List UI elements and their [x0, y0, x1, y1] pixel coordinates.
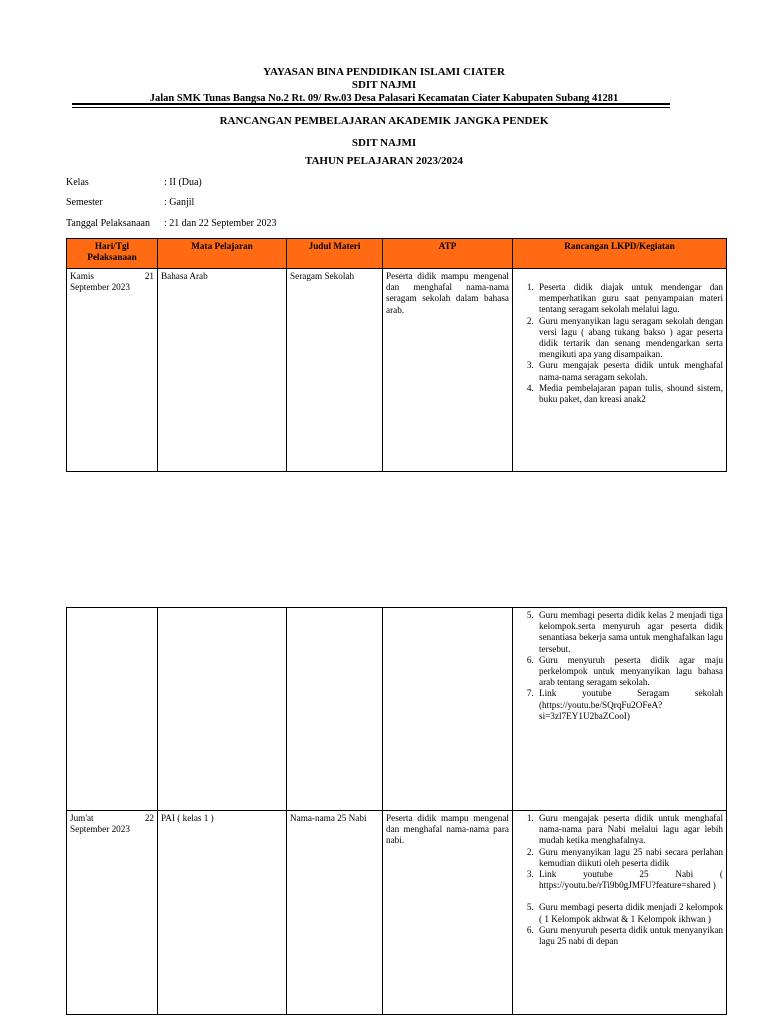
header-lkpd: Rancangan LKPD/Kegiatan	[513, 239, 727, 269]
table-header-row	[67, 239, 727, 269]
cell-atp: Peserta didik mampu mengenal dan menghafal nama-nama seragam sekolah dalam bahasa arab.	[383, 269, 513, 472]
header-hari: Hari/Tgl Pelaksanaan	[67, 239, 158, 269]
cell-subject	[158, 608, 287, 811]
cell-subject: PAI ( kelas 1 )	[158, 811, 287, 1015]
table-row	[67, 811, 727, 1015]
list-item: 5. Guru membagi peserta didik menjadi 2 kelompok ( 1 Kelompok akhwat & 1 Kelompok ikhwan )	[536, 902, 723, 924]
document-school: SDIT NAJMI	[351, 137, 417, 149]
list-item: 6. Guru menyuruh peserta didik untuk menyanyikan lagu 25 nabi di depan	[536, 925, 723, 947]
cell-date	[67, 608, 158, 811]
kelas-value: : II (Dua)	[164, 177, 202, 188]
document-title: RANCANGAN PEMBELAJARAN AKADEMIK JANGKA PENDEK	[219, 115, 549, 127]
tanggal-value: : 21 dan 22 September 2023	[164, 218, 277, 229]
list-item: 2. Guru menyanyikan lagu 25 nabi secara perlahan kemudian diikuti oleh peserta didik	[536, 847, 723, 869]
school-name: SDIT NAJMI	[351, 79, 417, 91]
tanggal-label: Tanggal Pelaksanaan	[66, 218, 150, 229]
cell-subject: Bahasa Arab	[158, 269, 287, 472]
list-item: 1. Peserta didik diajak untuk mendengar dan memperhatikan guru saat penyampaian materi tentang seragam sekolah melalui lagu.	[536, 282, 723, 316]
cell-topic	[287, 608, 383, 811]
letterhead-rule-thin	[72, 107, 670, 108]
header-atp: ATP	[383, 239, 513, 269]
cell-atp: Peserta didik mampu mengenal dan menghafal nama-nama para nabi.	[383, 811, 513, 1015]
day-name: Kamis	[70, 271, 94, 281]
semester-value: : Ganjil	[164, 197, 195, 208]
cell-activities	[513, 608, 727, 811]
cell-activities	[513, 269, 727, 472]
day-number: 21	[144, 271, 154, 281]
list-item: 3. Guru mengajak peserta didik untuk menghafal nama-nama seragam sekolah.	[536, 360, 723, 382]
cell-date	[67, 269, 158, 472]
table-row	[67, 269, 727, 472]
cell-topic: Nama-nama 25 Nabi	[287, 811, 383, 1015]
cell-atp	[383, 608, 513, 811]
list-item: 6. Guru menyuruh peserta didik agar maju perkelompok untuk menyanyikan lagu bahasa arab tentang seragam sekolah.	[536, 655, 723, 689]
semester-label: Semester	[66, 197, 103, 208]
list-spacer	[536, 891, 723, 902]
list-item: 2. Guru menyanyikan lagu seragam sekolah dengan versi lagu ( abang tukang bakso ) agar peserta didik tertarik dan senang mendengarkan serta mengikuti apa yang disampaikan.	[536, 316, 723, 361]
kelas-label: Kelas	[66, 177, 89, 188]
cell-activities	[513, 811, 727, 1015]
academic-year: TAHUN PELAJARAN 2023/2024	[304, 155, 464, 167]
day-number: 22	[144, 813, 154, 823]
lesson-plan-table-continued	[66, 607, 727, 1015]
table-row	[67, 608, 727, 811]
month-year: September 2023	[70, 824, 130, 835]
list-item: 5. Guru membagi peserta didik kelas 2 menjadi tiga kelompok.serta menyuruh agar peserta didik senantiasa bekerja sama untuk menghafalkan lagu tersebut.	[536, 610, 723, 655]
cell-topic: Seragam Sekolah	[287, 269, 383, 472]
header-judul: Judul Materi	[287, 239, 383, 269]
foundation-name: YAYASAN BINA PENDIDIKAN ISLAMI CIATER	[263, 66, 505, 78]
header-mapel: Mata Pelajaran	[158, 239, 287, 269]
school-address: Jalan SMK Tunas Bangsa No.2 Rt. 09/ Rw.03 Desa Palasari Kecamatan Ciater Kabupaten Subang 41281	[149, 93, 619, 104]
cell-date	[67, 811, 158, 1015]
month-year: September 2023	[70, 282, 130, 293]
lesson-plan-table	[66, 238, 727, 472]
day-name: Jum'at	[70, 813, 94, 823]
list-item: 3. Link youtube 25 Nabi ( https://youtu.be/rTi9b0gJMFU?feature=shared )	[536, 869, 723, 891]
letterhead-rule-thick	[72, 103, 670, 105]
list-item: 1. Guru mengajak peserta didik untuk menghafal nama-nama para Nabi melalui lagu agar lebih mudah ketika menghafalnya.	[536, 813, 723, 847]
list-item: 4. Media pembelajaran papan tulis, shound sistem, buku paket, dan kreasi anak2	[536, 383, 723, 405]
list-item: 7. Link youtube Seragam sekolah (https://youtu.be/SQrqFu2OFeA?si=3zl7EY1U2baZCooI)	[536, 688, 723, 722]
